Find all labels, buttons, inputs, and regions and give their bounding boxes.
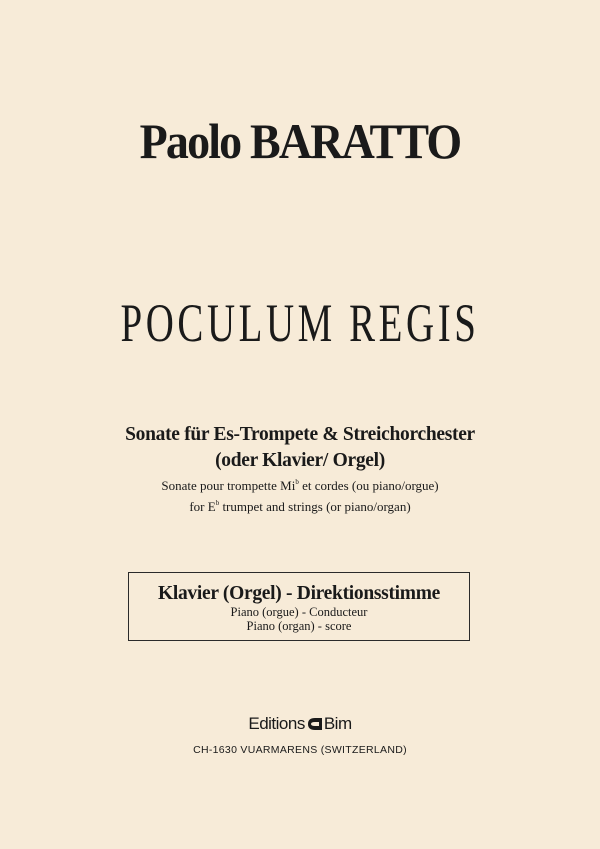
subtitle-english-pre: for E — [189, 499, 216, 514]
bim-logo-icon — [307, 716, 323, 737]
subtitle-french — [0, 478, 600, 494]
publisher-address: CH-1630 VUARMARENS (SWITZERLAND) — [193, 744, 407, 756]
subtitle-english — [0, 499, 600, 515]
flat-sign: b — [215, 499, 220, 507]
part-german: Klavier (Orgel) - Direktionsstimme — [157, 583, 441, 604]
subtitle-german-line2: (oder Klavier/ Orgel) — [215, 450, 385, 471]
flat-sign: b — [295, 478, 299, 486]
subtitle-french-pre: Sonate pour trompette Mi — [161, 478, 296, 493]
work-title: POCULUM REGIS — [120, 293, 480, 353]
part-english: Piano (organ) - score — [246, 619, 352, 633]
part-box — [128, 572, 470, 641]
composer-name: Paolo BARATTO — [139, 113, 461, 169]
publisher-name-left: Editions — [248, 714, 305, 733]
publisher-name — [0, 714, 600, 737]
subtitle-english-post: trumpet and strings (or piano/organ) — [219, 499, 411, 514]
subtitle-german-line1: Sonate für Es-Trompete & Streichorchester — [125, 424, 475, 445]
subtitle-french-post: et cordes (ou piano/orgue) — [298, 478, 439, 493]
publisher-name-right: Bim — [323, 714, 352, 733]
part-french: Piano (orgue) - Conducteur — [230, 605, 368, 619]
